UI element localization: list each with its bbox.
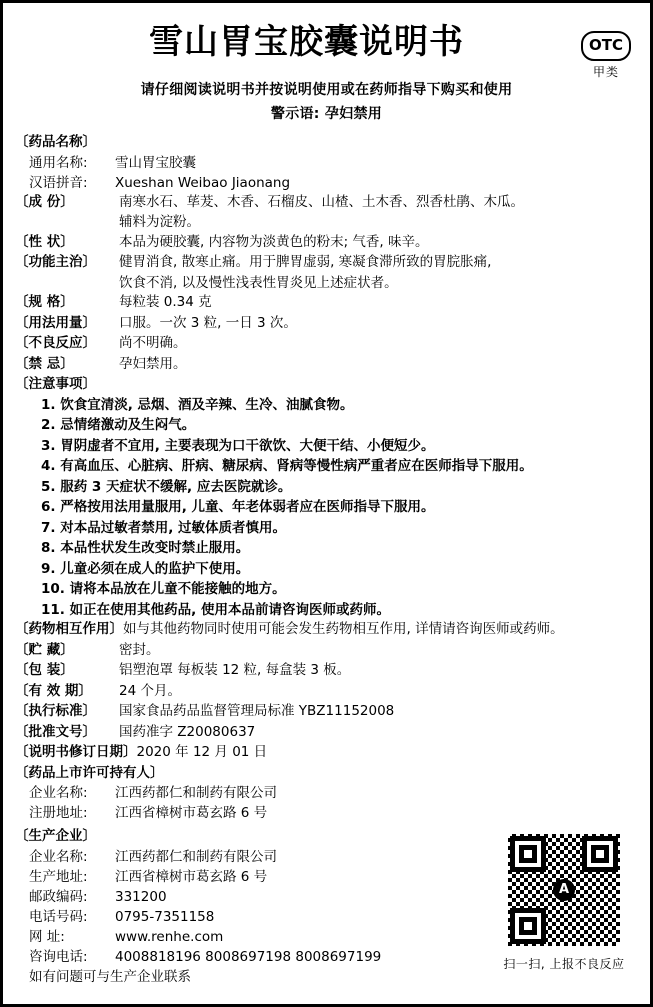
phone-label: 电话号码: [29, 908, 88, 925]
qr-code-icon[interactable] [504, 830, 624, 950]
revision-label: 〔说明书修订日期〕 [15, 744, 137, 760]
interaction-label: 〔药物相互作用〕 [15, 621, 123, 637]
revision-value: 2020 年 12 月 01 日 [136, 744, 268, 760]
leaflet-content [15, 13, 638, 994]
spec-value: 每粒装 0.34 克 [119, 294, 212, 310]
list-item: 1. 饮食宜清淡, 忌烟、酒及辛辣、生冷、油腻食物。 [41, 396, 354, 413]
section-mah-head: 〔药品上市许可持有人〕 [15, 764, 164, 781]
function-label: 〔功能主治〕 [15, 254, 96, 270]
validity-value: 24 个月。 [119, 682, 181, 699]
section-manufacturer-head: 〔生产企业〕 [15, 828, 96, 844]
ingredients-label: 〔成 份〕 [15, 193, 74, 210]
website-value[interactable]: www.renhe.com [115, 928, 224, 945]
adverse-value: 尚不明确。 [119, 335, 187, 351]
otc-class-label: 甲类 [592, 65, 619, 79]
list-item: 11. 如正在使用其他药品, 使用本品前请咨询医师或药师。 [41, 601, 390, 618]
otc-badge [580, 31, 632, 80]
ingredients-value-cont: 辅料为淀粉。 [119, 214, 200, 230]
property-value: 本品为硬胶囊, 内容物为淡黄色的粉末; 气香, 味辛。 [119, 233, 429, 250]
section-drug-name-head: 〔药品名称〕 [15, 134, 96, 150]
spec-label: 〔规 格〕 [15, 294, 74, 310]
standard-value: 国家食品药品监督管理局标准 YBZ11152008 [119, 703, 395, 719]
dosage-value: 口服。一次 3 粒, 一日 3 次。 [119, 314, 297, 331]
approval-row [15, 723, 638, 743]
mfr-company-value: 江西药都仁和制药有限公司 [115, 848, 277, 865]
qr-finder-bottom-left [510, 908, 546, 944]
list-item: 3. 胃阴虚者不宜用, 主要表现为口干欲饮、大便干结、小便短少。 [41, 437, 435, 454]
common-name-row [29, 153, 638, 173]
adverse-label: 〔不良反应〕 [15, 335, 96, 351]
approval-label: 〔批准文号〕 [15, 723, 96, 740]
function-value: 健胃消食, 散寒止痛。用于脾胃虚弱, 寒凝食滞所致的胃脘胀痛, [119, 254, 492, 270]
common-name-value: 雪山胃宝胶囊 [115, 154, 196, 171]
list-item: 2. 忌情绪激动及生闷气。 [41, 417, 196, 433]
package-label: 〔包 装〕 [15, 662, 74, 678]
standard-row [15, 702, 638, 722]
interaction-row [15, 620, 638, 640]
warning-line: 警示语: 孕妇禁用 [270, 106, 383, 122]
dosage-row [15, 314, 638, 334]
otc-label: OTC [581, 31, 631, 61]
list-item: 10. 请将本品放在儿童不能接触的地方。 [41, 581, 286, 597]
list-item: 6. 严格按用法用量服用, 儿童、年老体弱者应在医师指导下服用。 [41, 499, 435, 515]
ingredients-value: 南寒水石、荜茇、木香、石榴皮、山楂、土木香、烈香杜鹃、木瓜。 [119, 193, 524, 210]
list-item: 4. 有高血压、心脏病、肝病、糖尿病、肾病等慢性病严重者应在医师指导下服用。 [41, 458, 533, 474]
phone-value: 0795-7351158 [115, 908, 215, 925]
mfr-address-value: 江西省樟树市葛玄路 6 号 [115, 868, 268, 885]
storage-label: 〔贮 藏〕 [15, 641, 74, 658]
interaction-value: 如与其他药物同时使用可能会发生药物相互作用, 详情请咨询医师或药师。 [123, 621, 564, 637]
section-precautions-head: 〔注意事项〕 [15, 376, 96, 392]
pinyin-label: 汉语拼音: [29, 174, 88, 191]
function-value-cont: 饮食不消, 以及慢性浅表性胃炎见上述症状者。 [119, 274, 398, 291]
property-label: 〔性 状〕 [15, 233, 74, 250]
storage-row [15, 641, 638, 661]
contra-row [15, 355, 638, 375]
mfr-address-label: 生产地址: [29, 868, 88, 885]
contact-note: 如有问题可与生产企业联系 [29, 968, 191, 985]
postcode-value: 331200 [115, 888, 167, 905]
page-title: 雪山胃宝胶囊说明书 [149, 22, 464, 62]
pinyin-row [29, 173, 638, 193]
storage-value: 密封。 [119, 641, 160, 658]
common-name-label: 通用名称: [29, 154, 88, 171]
header [15, 13, 638, 79]
contra-label: 〔禁 忌〕 [15, 355, 74, 372]
read-notice: 请仔细阅读说明书并按说明使用或在药师指导下购买和使用 [140, 82, 513, 98]
list-item: 8. 本品性状发生改变时禁止服用。 [41, 540, 250, 556]
qr-code-block [500, 830, 628, 972]
ingredients-row [15, 193, 638, 213]
package-value: 铝塑泡罩 每板装 12 粒, 每盒装 3 板。 [119, 662, 351, 678]
dosage-label: 〔用法用量〕 [15, 314, 96, 331]
list-item: 5. 服药 3 天症状不缓解, 应去医院就诊。 [41, 478, 292, 495]
function-row [15, 253, 638, 273]
mah-address-row [29, 803, 638, 823]
pinyin-value: Xueshan Weibao Jiaonang [115, 174, 291, 191]
contra-value: 孕妇禁用。 [119, 355, 187, 372]
service-phone-value: 4008818196 8008697198 8008697199 [115, 948, 382, 965]
qr-caption: 扫一扫, 上报不良反应 [503, 957, 625, 971]
validity-row [15, 682, 638, 702]
mfr-company-label: 企业名称: [29, 848, 88, 865]
mah-address-label: 注册地址: [29, 805, 88, 821]
mah-company-value: 江西药都仁和制药有限公司 [115, 785, 277, 801]
website-label: 网 址: [29, 928, 65, 945]
service-phone-label: 咨询电话: [29, 948, 88, 965]
validity-label: 〔有 效 期〕 [15, 682, 92, 699]
standard-label: 〔执行标准〕 [15, 703, 96, 719]
list-item: 9. 儿童必须在成人的监护下使用。 [41, 560, 250, 577]
qr-center-logo: A [553, 879, 575, 901]
adverse-row [15, 334, 638, 354]
package-row [15, 661, 638, 681]
list-item: 7. 对本品过敏者禁用, 过敏体质者慎用。 [41, 519, 287, 536]
mah-company-label: 企业名称: [29, 785, 88, 801]
spec-row [15, 293, 638, 313]
precautions-list [15, 395, 638, 621]
revision-row [15, 743, 638, 763]
mah-address-value: 江西省樟树市葛玄路 6 号 [115, 805, 268, 821]
mah-company-row [29, 783, 638, 803]
approval-value: 国药准字 Z20080637 [119, 723, 256, 740]
postcode-label: 邮政编码: [29, 888, 88, 905]
property-row [15, 233, 638, 253]
